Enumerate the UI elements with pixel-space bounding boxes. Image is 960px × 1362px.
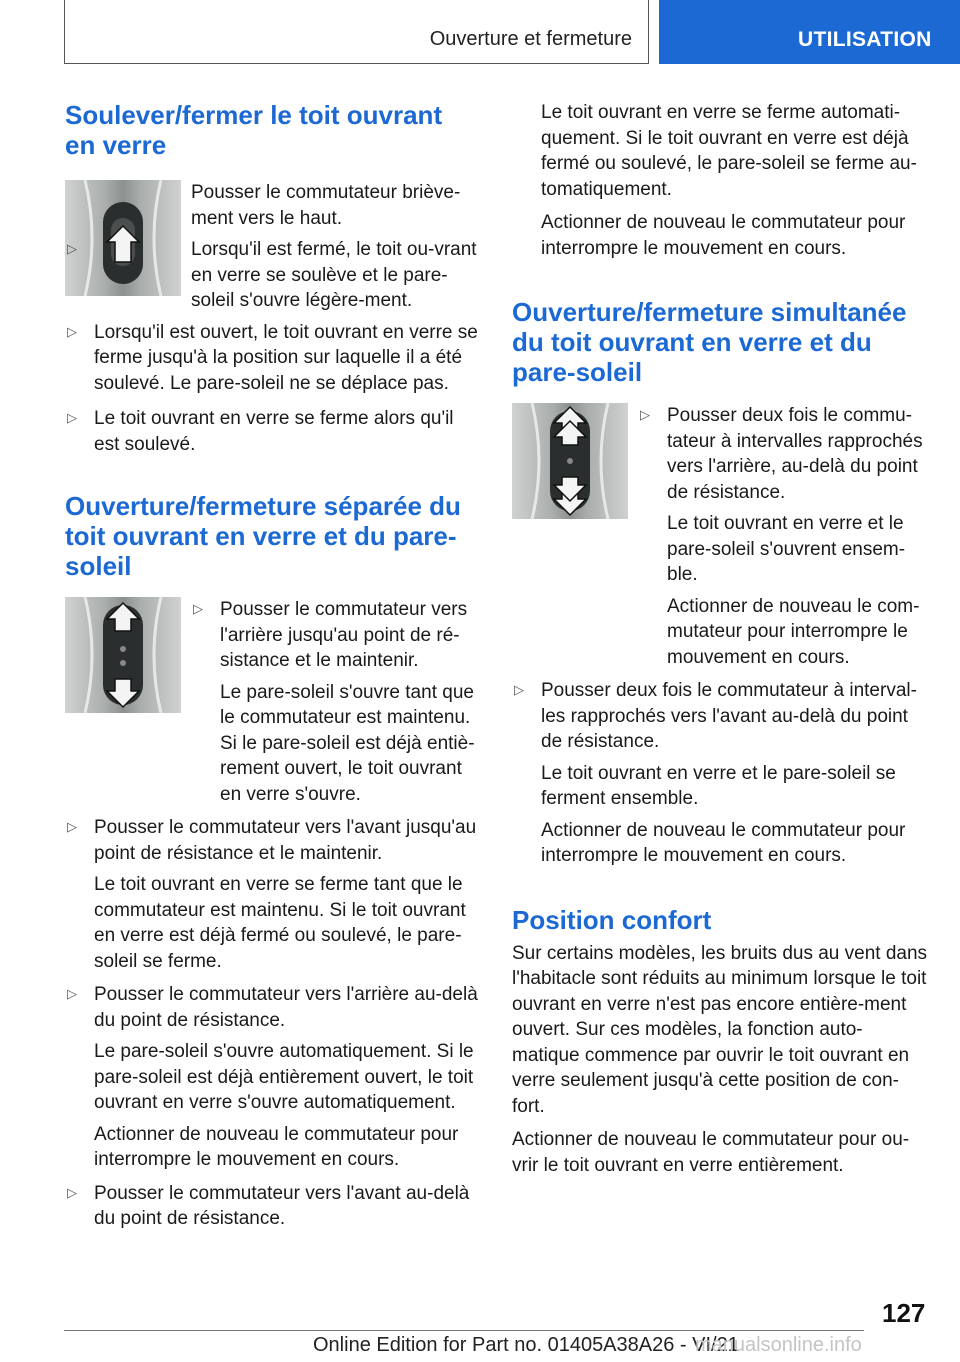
page-number: 127 [882,1298,926,1328]
header-chapter-title: UTILISATION [798,28,932,51]
triangle-bullet-icon: ▷ [67,323,77,339]
triangle-bullet-icon: ▷ [193,601,203,616]
lift-bullet-1-text: Lorsqu'il est fermé, le toit ou-vrant en verre se soulève et le pare-soleil s'ouvre légère-ment. [191,239,477,311]
lift-bullet-2-text: Lorsqu'il est ouvert, le toit ouvrant en verre se ferme jusqu'à la position sur laquelle il a été soulevé. Le pare-soleil ne se déplace pas. [94,321,478,394]
separate-bullet-2-detail: Le toit ouvrant en verre se ferme tant que le commutateur est maintenu. Si le toit ouvrant en verre est déjà fermé ou soulevé, le pare-soleil se ferme. [94,874,466,972]
simultaneous-bullet-2-text: Pousser deux fois le commutateur à interval-les rapprochés vers l'avant au-delà du point de résistance. [541,680,917,752]
simultaneous-bullet-2-note: Actionner de nouveau le commutateur pour interrompre le mouvement en cours. [541,819,906,866]
triangle-bullet-icon: ▷ [67,410,77,425]
separate-bullet-4-text: Pousser le commutateur vers l'avant au-delà du point de résistance. [94,1182,470,1229]
header-section-title: Ouverture et fermeture [429,28,632,50]
comfort-note: Actionner de nouveau le commutateur pour ou-vrir le toit ouvrant en verre entièrement. [512,1129,910,1176]
header-chapter-box [659,0,960,64]
simultaneous-bullet-2 [512,678,928,869]
section-title-lift: Soulever/fermer le toit ouvrant en verre [65,100,443,160]
lift-bullet-2 [65,320,478,397]
triangle-bullet-icon: ▷ [514,682,524,697]
simultaneous-bullet-1-detail: Le toit ouvrant en verre et le pare-soleil s'ouvrent ensem-ble. [667,513,906,585]
separate-block [65,597,478,807]
separate-bullet-4 [65,1181,478,1232]
footer-divider [64,1330,864,1331]
separate-bullet-3-note: Actionner de nouveau le commutateur pour interrompre le mouvement en cours. [94,1123,459,1170]
continuation-text: Le toit ouvrant en verre se ferme automati-quement. Si le toit ouvrant en verre est déjà fermé ou soulevé, le pare-soleil se ferme au-tomatiquement. [541,102,917,200]
separate-bullet-2 [65,815,478,974]
simultaneous-bullet-1 [638,403,928,670]
header-section-box [64,0,649,64]
separate-bullet-3 [65,982,478,1173]
simultaneous-bullet-1-note: Actionner de nouveau le com-mutateur pour interrompre le mouvement en cours. [667,595,920,668]
separate-bullet-2-text: Pousser le commutateur vers l'avant jusqu'au point de résistance et le maintenir. [94,817,477,864]
separate-bullet-1-detail: Le pare-soleil s'ouvre tant que le commutateur est maintenu. Si le pare-soleil est déjà entiè-rement ouvert, le toit ouvrant en verre s'ouvre. [220,681,475,805]
continuation-note: Actionner de nouveau le commutateur pour interrompre le mouvement en cours. [541,212,906,259]
separate-bullet-3-text: Pousser le commutateur vers l'arrière au-delà du point de résistance. [94,984,478,1031]
lift-bullet-3-text: Le toit ouvrant en verre se ferme alors qu'il est soulevé. [94,408,454,455]
simultaneous-bullet-1-text: Pousser deux fois le commu-tateur à intervalles rapprochés vers l'arrière, au-delà du point de résistance. [667,405,923,503]
footer-edition: Online Edition for Part no. 01405A38A26 - VI/21 [313,1334,739,1356]
left-column [65,100,478,1232]
right-column [512,100,928,1178]
triangle-bullet-icon: ▷ [67,819,77,834]
separate-bullet-3-detail: Le pare-soleil s'ouvre automatiquement. Si le pare-soleil est déjà entièrement ouvert, le toit ouvrant en verre s'ouvre automatiquement. [94,1041,474,1113]
lift-bullet-3 [65,406,478,457]
simultaneous-bullet-2-detail: Le toit ouvrant en verre et le pare-soleil se ferment ensemble. [541,762,896,809]
watermark: manualsonline.info [695,1334,862,1356]
lift-intro: Pousser le commutateur briève-ment vers le haut. [191,182,461,229]
simultaneous-block [512,403,928,670]
section-title-separate: Ouverture/fermeture séparée du toit ouvrant en verre et du pare-soleil [65,491,461,581]
continuation-block [512,100,928,261]
section-title-comfort: Position confort [512,904,712,935]
comfort-text: Sur certains modèles, les bruits dus au vent dans l'habitacle sont réduits au minimum lorsque le toit ouvrant en verre n'est pas encore entière-ment ouvert. Sur ces modèles, la fonction auto-matique commence par ouvrir le toit ouvrant en verre seulement jusqu'à cette position de con-fort. [512,942,928,1117]
separate-bullet-1 [191,597,478,807]
section-title-simultaneous: Ouverture/fermeture simultanée du toit ouvrant en verre et du pare-soleil [512,297,907,387]
lift-block [65,180,478,314]
triangle-bullet-icon: ▷ [67,241,77,256]
triangle-bullet-icon: ▷ [640,407,650,422]
separate-bullet-1-text: Pousser le commutateur vers l'arrière jusqu'au point de ré-sistance et le maintenir. [220,599,468,671]
switch-double-icon [512,403,628,519]
switch-updown-icon [65,597,181,713]
triangle-bullet-icon: ▷ [67,986,77,1001]
triangle-bullet-icon: ▷ [67,1184,77,1200]
lift-bullet-1 [65,237,478,314]
